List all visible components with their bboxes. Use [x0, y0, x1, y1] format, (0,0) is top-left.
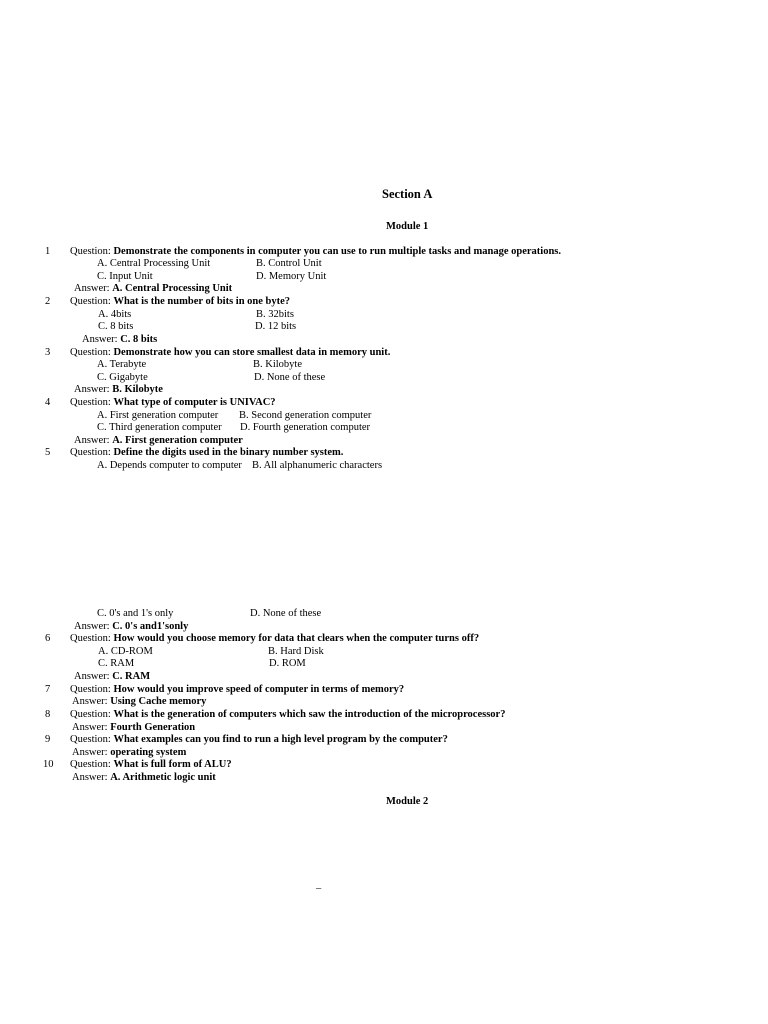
option: B. 32bits	[256, 309, 294, 320]
question-line	[70, 709, 505, 722]
question-text: What is full form of ALU?	[113, 759, 232, 770]
option: C. 8 bits	[98, 321, 134, 332]
question-line	[70, 759, 232, 772]
option: A. Central Processing Unit	[97, 258, 211, 269]
answer-text: A. Arithmetic logic unit	[110, 772, 216, 783]
question-number: 9	[45, 734, 51, 745]
question-number: 8	[45, 709, 51, 720]
option: D. ROM	[269, 658, 306, 669]
option: B. All alphanumeric characters	[252, 460, 383, 471]
option: D. Memory Unit	[256, 271, 327, 282]
question-line	[70, 296, 290, 309]
answer-label: Answer:	[74, 283, 113, 294]
question-label: Question:	[70, 734, 114, 745]
question-number: 3	[45, 347, 51, 358]
option: C. Input Unit	[97, 271, 153, 282]
question-text: What examples can you find to run a high level program by the computer?	[113, 734, 448, 745]
option: D. 12 bits	[255, 321, 297, 332]
option: A. Depends computer to computer	[97, 460, 242, 471]
answer-label: Answer:	[74, 671, 113, 682]
answer-line	[72, 747, 186, 760]
option: A. Terabyte	[97, 359, 147, 370]
question-text: What type of computer is UNIVAC?	[113, 397, 276, 408]
question-text: Define the digits used in the binary number system.	[113, 447, 344, 458]
answer-line	[82, 334, 157, 347]
answer-line	[72, 722, 195, 735]
option: D. Fourth generation computer	[240, 422, 371, 433]
option: C. Third generation computer	[97, 422, 222, 433]
answer-text: C. 8 bits	[120, 334, 158, 345]
answer-line	[72, 772, 216, 785]
answer-label: Answer:	[74, 384, 113, 395]
answer-label: Answer:	[74, 621, 113, 632]
module-1-title: Module 1	[386, 221, 429, 232]
answer-label: Answer:	[72, 747, 111, 758]
answer-label: Answer:	[72, 772, 111, 783]
option: B. Kilobyte	[253, 359, 302, 370]
answer-text: operating system	[110, 747, 187, 758]
option: C. 0's and 1's only	[97, 608, 174, 619]
question-line	[70, 347, 390, 360]
option: A. 4bits	[98, 309, 132, 320]
question-text: Demonstrate the components in computer you can use to run multiple tasks and manage operations.	[113, 246, 561, 257]
answer-label: Answer:	[72, 696, 111, 707]
question-line	[70, 633, 479, 646]
option: A. First generation computer	[97, 410, 219, 421]
answer-text: A. First generation computer	[112, 435, 243, 446]
question-label: Question:	[70, 296, 114, 307]
option: C. RAM	[98, 658, 135, 669]
question-number: 5	[45, 447, 51, 458]
question-label: Question:	[70, 447, 114, 458]
question-number: 1	[45, 246, 51, 257]
question-label: Question:	[70, 397, 114, 408]
option: B. Second generation computer	[239, 410, 372, 421]
question-number: 4	[45, 397, 51, 408]
answer-line	[74, 621, 188, 634]
question-label: Question:	[70, 709, 114, 720]
question-text: What is the generation of computers which saw the introduction of the microprocessor?	[113, 709, 506, 720]
option: C. Gigabyte	[97, 372, 148, 383]
question-number: 2	[45, 296, 51, 307]
answer-text: A. Central Processing Unit	[112, 283, 233, 294]
answer-text: Fourth Generation	[110, 722, 196, 733]
question-label: Question:	[70, 246, 114, 257]
question-line	[70, 447, 343, 460]
answer-line	[72, 696, 206, 709]
question-label: Question:	[70, 684, 114, 695]
answer-text: Using Cache memory	[110, 696, 207, 707]
answer-line	[74, 283, 232, 296]
option: A. CD-ROM	[98, 646, 153, 657]
answer-text: B. Kilobyte	[112, 384, 163, 395]
answer-line	[74, 384, 163, 397]
answer-text: C. 0's and1'sonly	[112, 621, 189, 632]
answer-label: Answer:	[74, 435, 113, 446]
footer-mark: –	[316, 883, 322, 894]
answer-label: Answer:	[82, 334, 121, 345]
question-line	[70, 734, 448, 747]
answer-line	[74, 435, 243, 448]
section-title: Section A	[382, 187, 433, 201]
question-line	[70, 684, 404, 697]
module-2-title: Module 2	[386, 796, 429, 807]
question-label: Question:	[70, 759, 114, 770]
option: D. None of these	[254, 372, 326, 383]
question-line	[70, 397, 276, 410]
answer-line	[74, 671, 150, 684]
question-text: What is the number of bits in one byte?	[113, 296, 291, 307]
option: B. Control Unit	[256, 258, 322, 269]
question-number: 7	[45, 684, 51, 695]
option: B. Hard Disk	[268, 646, 324, 657]
answer-label: Answer:	[72, 722, 111, 733]
question-text: How would you choose memory for data that clears when the computer turns off?	[113, 633, 480, 644]
question-label: Question:	[70, 633, 114, 644]
question-number: 10	[43, 759, 54, 770]
option: D. None of these	[250, 608, 322, 619]
question-text: Demonstrate how you can store smallest data in memory unit.	[113, 347, 391, 358]
question-line	[70, 246, 561, 259]
question-number: 6	[45, 633, 51, 644]
question-label: Question:	[70, 347, 114, 358]
answer-text: C. RAM	[112, 671, 151, 682]
question-text: How would you improve speed of computer in terms of memory?	[113, 684, 405, 695]
